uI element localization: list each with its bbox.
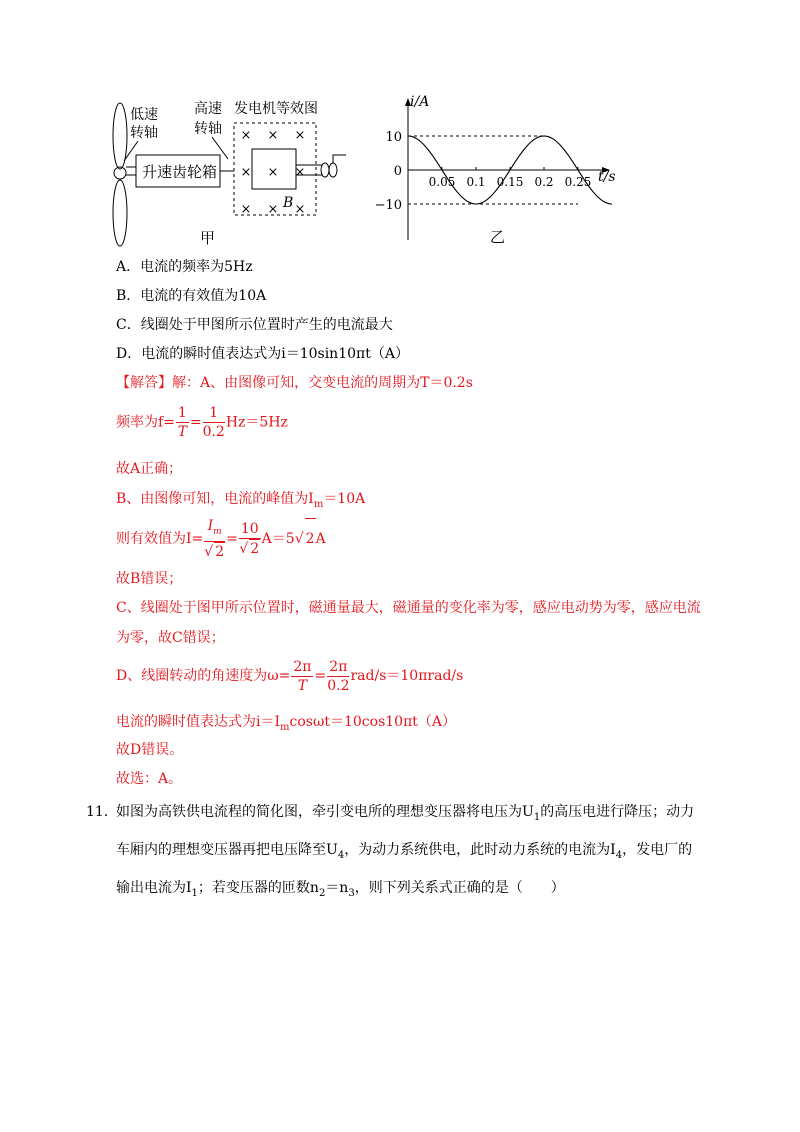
effective-value-formula: 则有效值为I= $\frac{I_m}{√ 2}$ = $\frac{10}{√ 2}$ A＝5√ 2A	[116, 518, 326, 560]
turbine-blades	[113, 103, 127, 246]
svg-text:×: ×	[294, 128, 306, 143]
b-wrong: 故B错误；	[116, 571, 183, 587]
x-axis-label: t/s	[598, 169, 616, 185]
label-generator: 发电机等效图	[234, 101, 318, 117]
c-explanation-1: C、线圈处于图甲所示位置时，磁通量最大，磁通量的变化率为零，感应电动势为零，感应电流	[116, 600, 701, 616]
svg-text:×: ×	[294, 202, 306, 217]
instantaneous-expression: 电流的瞬时值表达式为$i=I_m\cos\omega t=10\cos 10\pi t(A)$	[116, 714, 457, 733]
label-high-speed-line1: 高速	[194, 101, 222, 117]
option-a: A．电流的频率为5Hz	[116, 259, 253, 275]
gearbox-label: 升速齿轮箱	[142, 163, 218, 181]
label-low-speed-line1: 低速	[130, 107, 158, 123]
x-tick-label: 0.05	[428, 175, 456, 189]
caption-yi: 乙	[490, 228, 506, 246]
y-tick-label: −10	[374, 198, 402, 213]
option-c: C．线圈处于甲图所示位置时产生的电流最大	[116, 317, 393, 333]
solution-tag: 【解答】	[116, 375, 172, 391]
figure-yi-chart	[360, 90, 620, 250]
svg-text:×: ×	[294, 165, 306, 180]
option-b: B．电流的有效值为10A	[116, 288, 267, 304]
option-d: D．电流的瞬时值表达式为i＝10sin10πt（A）	[116, 346, 409, 362]
frequency-formula: 频率为f= $\frac{1}{T}$ = $\frac{1}{0.2}$ Hz＝5Hz	[116, 405, 288, 440]
label-b: B	[283, 195, 294, 211]
x-tick-label: 0.2	[534, 175, 554, 189]
label-low-speed-line2: 转轴	[130, 125, 158, 141]
solution-line-1: 【解答】解：A、由图像可知，交变电流的周期为T＝0.2s	[116, 375, 473, 391]
final-choice: 故选：A。	[116, 771, 183, 787]
question-11-number: 11．	[86, 804, 118, 820]
svg-text:×: ×	[267, 165, 279, 180]
svg-text:×: ×	[267, 128, 279, 143]
angular-velocity-formula: D、线圈转动的角速度为ω= $\frac{2\pi}{T}$ = $\frac{2\pi}{0.2}$ rad/s＝10πrad/s	[116, 658, 464, 694]
d-wrong: 故D错误。	[116, 742, 184, 758]
question-11-text: 如图为高铁供电流程的简化图，牵引变电所的理想变压器将电压为$U_1$的高压电进行降压；动力车厢内的理想变压器再把电压降至$U_4$，为动力系统供电，此时动力系统的电流为$I_4$，发电厂的输出电流为$I_1$；若变压器的匝数$n_2=n_3$，则下列关系式正确的是（ ）	[116, 804, 695, 899]
a-correct: 故A正确；	[116, 461, 183, 477]
y-tick-label: 10	[385, 130, 402, 145]
x-tick-label: 0.15	[496, 175, 524, 189]
figure-jia	[100, 95, 360, 255]
y-tick-label: 0	[393, 164, 402, 179]
svg-text:×: ×	[267, 202, 279, 217]
x-tick-label: 0.1	[466, 175, 486, 189]
svg-text:×: ×	[240, 128, 252, 143]
label-high-speed-line2: 转轴	[194, 121, 222, 137]
x-tick-label: 0.25	[564, 175, 592, 189]
y-axis-label: i/A	[410, 94, 430, 110]
svg-text:×: ×	[240, 202, 252, 217]
svg-text:×: ×	[240, 165, 252, 180]
caption-jia: 甲	[200, 229, 216, 247]
c-explanation-2: 为零，故C错误；	[116, 630, 225, 646]
peak-value-line: B、由图像可知，电流的峰值为$I_m=10A$	[116, 491, 366, 510]
